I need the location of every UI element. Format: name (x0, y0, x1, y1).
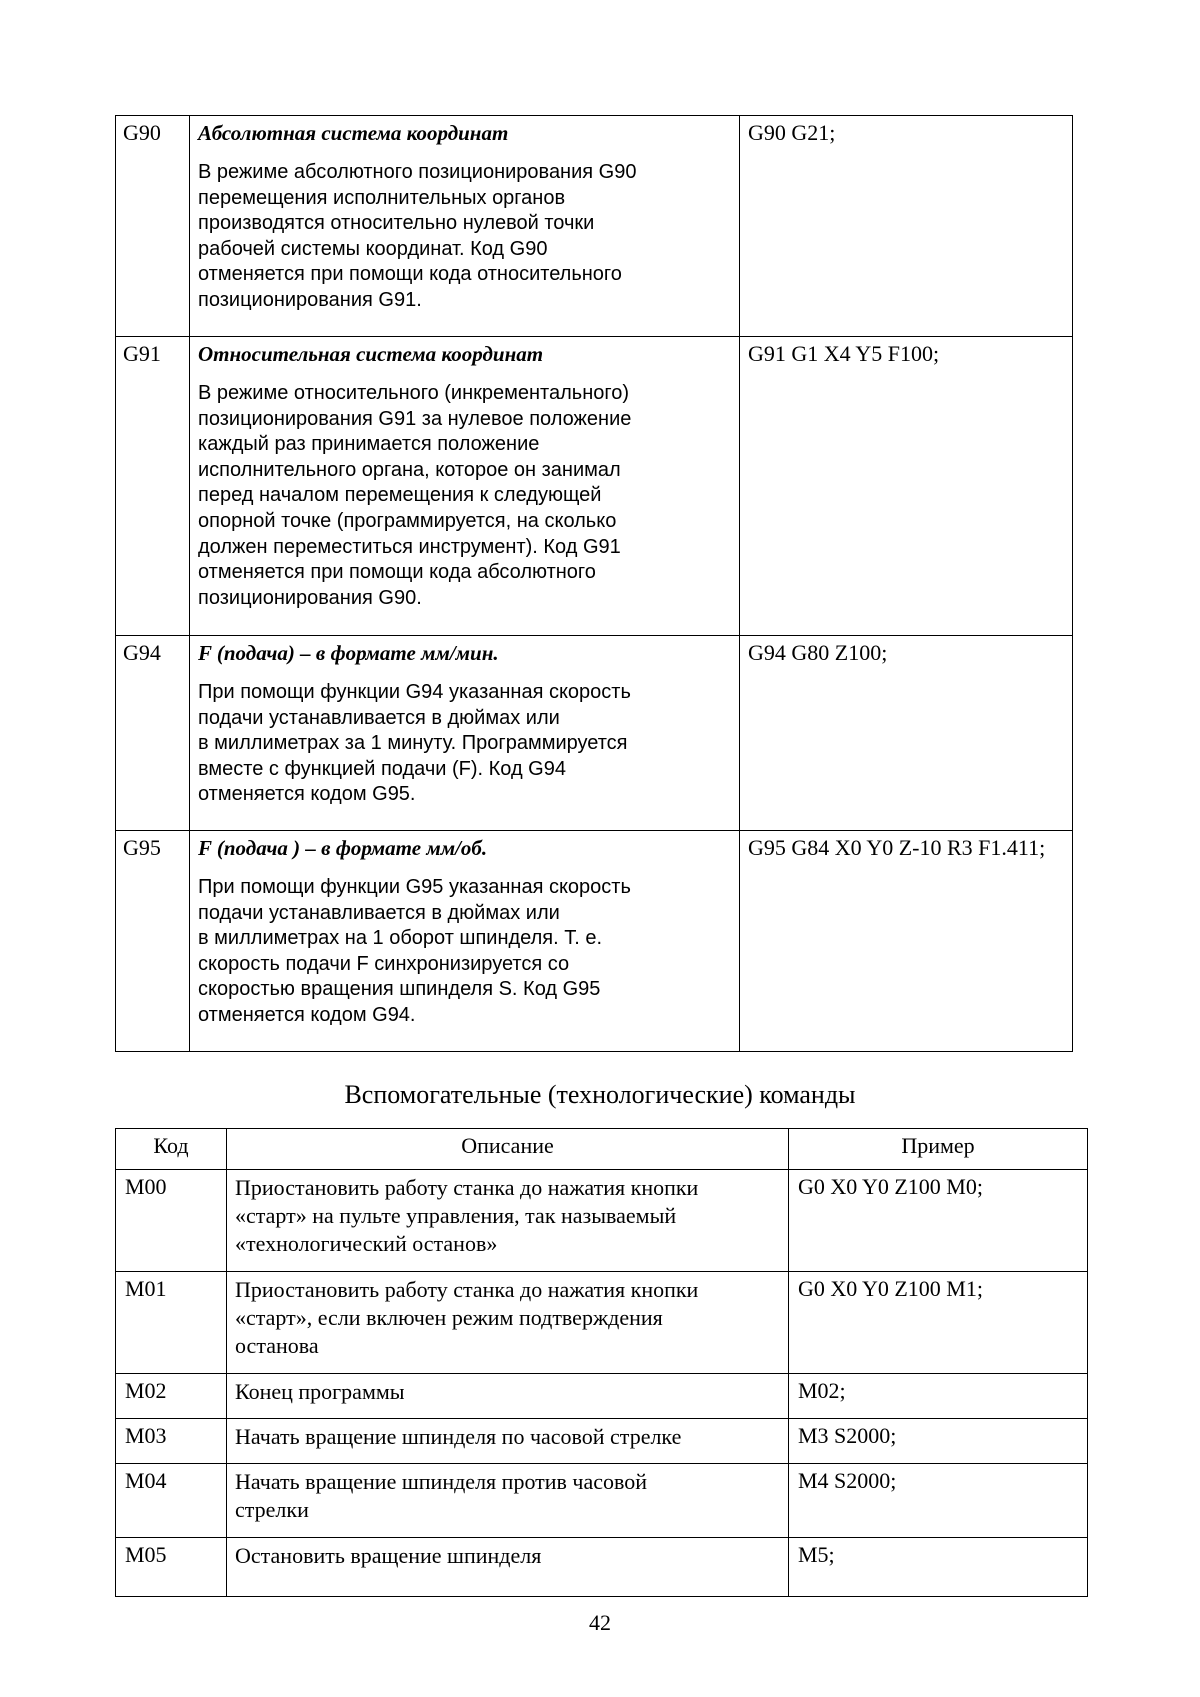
table-row (116, 636, 1073, 831)
code-cell: G94 (116, 636, 190, 831)
code-cell: G90 (116, 116, 190, 337)
table-row (116, 116, 1073, 337)
description-cell: Конец программы (227, 1374, 789, 1419)
table-row (116, 1272, 1088, 1374)
code-cell: M02 (116, 1374, 227, 1419)
code-title: F (подача ) – в формате мм/об. (198, 836, 488, 860)
code-cell: M00 (116, 1170, 227, 1272)
description-cell: Начать вращение шпинделя против часовой стрелки (227, 1464, 789, 1538)
description-cell: Приостановить работу станка до нажатия кнопки «старт» на пульте управления, так называемый «технологический останов» (227, 1170, 789, 1272)
code-description: В режиме относительного (инкрементального) позиционирования G91 за нулевое положение каждый раз принимается положение исполнительного органа, которое он занимал перед началом перемещения к следующей опорной точке (программируется, на сколько должен переместиться инструмент). Код G91 отменяется при помощи кода абсолютного позиционирования G90. (198, 382, 632, 609)
example-cell: G90 G21; (740, 116, 1073, 337)
example-cell: M3 S2000; (789, 1419, 1088, 1464)
code-cell: M05 (116, 1538, 227, 1597)
code-cell: G95 (116, 831, 190, 1052)
section-title: Вспомогательные (технологические) команды (344, 1080, 856, 1109)
description-cell (190, 337, 740, 636)
gcode-table (115, 115, 1073, 1052)
code-title: Относительная система координат (198, 342, 544, 366)
example-cell: M02; (789, 1374, 1088, 1419)
table-row (116, 1419, 1088, 1464)
example-cell: G0 X0 Y0 Z100 M0; (789, 1170, 1088, 1272)
table-row (116, 1374, 1088, 1419)
code-cell: G91 (116, 337, 190, 636)
table-row (116, 1464, 1088, 1538)
description-cell: Остановить вращение шпинделя (227, 1538, 789, 1597)
code-title: F (подача) – в формате мм/мин. (198, 641, 499, 665)
example-cell: G0 X0 Y0 Z100 M1; (789, 1272, 1088, 1374)
example-cell: G95 G84 X0 Y0 Z-10 R3 F1.411; (740, 831, 1073, 1052)
description-cell (190, 831, 740, 1052)
code-description: В режиме абсолютного позиционирования G90 перемещения исполнительных органов производятся относительно нулевой точки рабочей системы координат. Код G90 отменяется при помощи кода относительного позиционирования G91. (198, 161, 637, 311)
description-cell: Приостановить работу станка до нажатия кнопки «старт», если включен режим подтверждения останова (227, 1272, 789, 1374)
header-code (116, 1129, 227, 1170)
table-row (116, 337, 1073, 636)
description-cell (190, 116, 740, 337)
code-cell: M01 (116, 1272, 227, 1374)
example-cell: G91 G1 X4 Y5 F100; (740, 337, 1073, 636)
page-number: 42 (589, 1610, 611, 1635)
header-example-label: Пример (901, 1133, 975, 1158)
mcode-table (115, 1128, 1088, 1597)
example-cell: M4 S2000; (789, 1464, 1088, 1538)
code-cell: M03 (116, 1419, 227, 1464)
table-row (116, 1170, 1088, 1272)
code-title: Абсолютная система координат (198, 121, 509, 145)
header-description-label: Описание (461, 1133, 554, 1158)
header-description (227, 1129, 789, 1170)
code-description: При помощи функции G95 указанная скорость подачи устанавливается в дюймах или в миллиметрах на 1 оборот шпинделя. Т. е. скорость подачи F синхронизируется со скоростью вращения шпинделя S. Код G95 отменяется кодом G94. (198, 876, 631, 1026)
description-cell (190, 636, 740, 831)
header-code-label: Код (153, 1133, 189, 1158)
code-cell: M04 (116, 1464, 227, 1538)
table-row (116, 831, 1073, 1052)
table-header-row (116, 1129, 1088, 1170)
code-description: При помощи функции G94 указанная скорость подачи устанавливается в дюймах или в миллиметрах за 1 минуту. Программируется вместе с функцией подачи (F). Код G94 отменяется кодом G95. (198, 681, 631, 806)
description-cell: Начать вращение шпинделя по часовой стрелке (227, 1419, 789, 1464)
example-cell: G94 G80 Z100; (740, 636, 1073, 831)
example-cell: M5; (789, 1538, 1088, 1597)
header-example (789, 1129, 1088, 1170)
table-row (116, 1538, 1088, 1597)
